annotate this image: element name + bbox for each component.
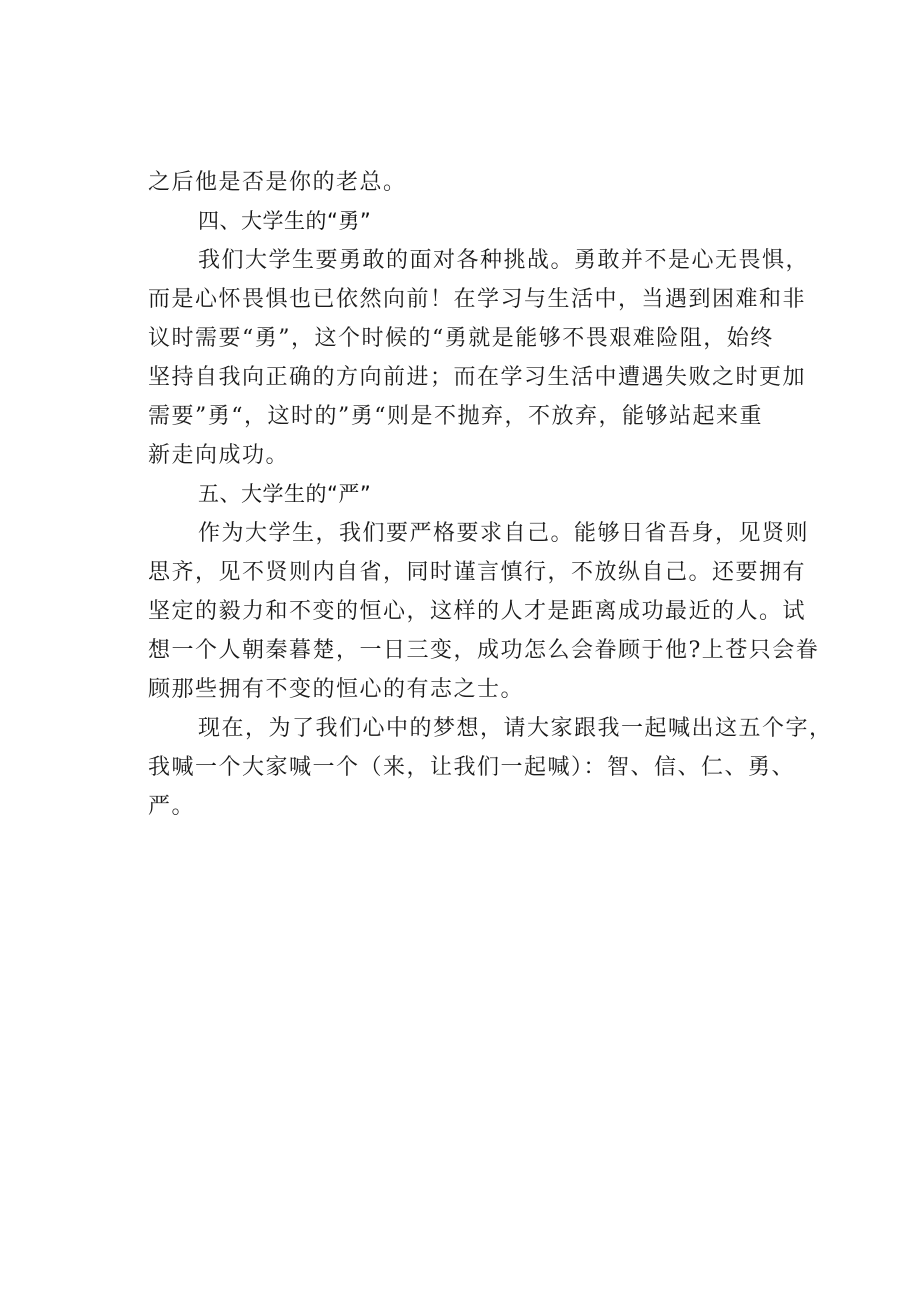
text-line: 之后他是否是你的老总。 bbox=[148, 170, 407, 195]
paragraph-continuation bbox=[148, 163, 808, 202]
text-line: 严。 bbox=[148, 794, 196, 819]
text-line: 需要”勇“，这时的”勇“则是不抛弃，不放弃，能够站起来重 bbox=[148, 404, 763, 429]
text-line: 作为大学生，我们要严格要求自己。能够日省吾身，见贤则 bbox=[198, 521, 810, 546]
text-line: 坚持自我向正确的方向前进；而在学习生活中遭遇失败之时更加 bbox=[148, 365, 807, 390]
section-heading: 五、大学生的“严” bbox=[198, 482, 372, 506]
text-line: 思齐，见不贤则内自省，同时谨言慎行，不放纵自己。还要拥有 bbox=[148, 560, 807, 585]
section-heading-yan bbox=[148, 475, 808, 514]
text-line: 而是心怀畏惧也已依然向前！在学习与生活中，当遇到困难和非 bbox=[148, 287, 807, 312]
document-body bbox=[148, 163, 833, 826]
text-line: 我们大学生要勇敢的面对各种挑战。勇敢并不是心无畏惧， bbox=[198, 248, 810, 273]
text-line: 顾那些拥有不变的恒心的有志之士。 bbox=[148, 677, 525, 702]
text-line: 议时需要“勇”，这个时候的“勇就是能够不畏艰难险阻，始终 bbox=[148, 326, 774, 351]
paragraph-closing bbox=[148, 709, 833, 826]
paragraph-yong bbox=[148, 241, 808, 475]
section-heading-yong bbox=[148, 202, 808, 241]
text-line: 现在，为了我们心中的梦想，请大家跟我一起喊出这五个字， bbox=[198, 716, 833, 741]
section-heading: 四、大学生的“勇” bbox=[198, 209, 372, 233]
text-line: 想一个人朝秦暮楚，一日三变，成功怎么会眷顾于他?上苍只会眷 bbox=[148, 638, 820, 663]
text-line: 坚定的毅力和不变的恒心，这样的人才是距离成功最近的人。试 bbox=[148, 599, 807, 624]
text-line: 新走向成功。 bbox=[148, 443, 290, 468]
text-line: 我喊一个大家喊一个（来，让我们一起喊）：智、信、仁、勇、 bbox=[148, 755, 796, 780]
paragraph-yan bbox=[148, 514, 820, 709]
